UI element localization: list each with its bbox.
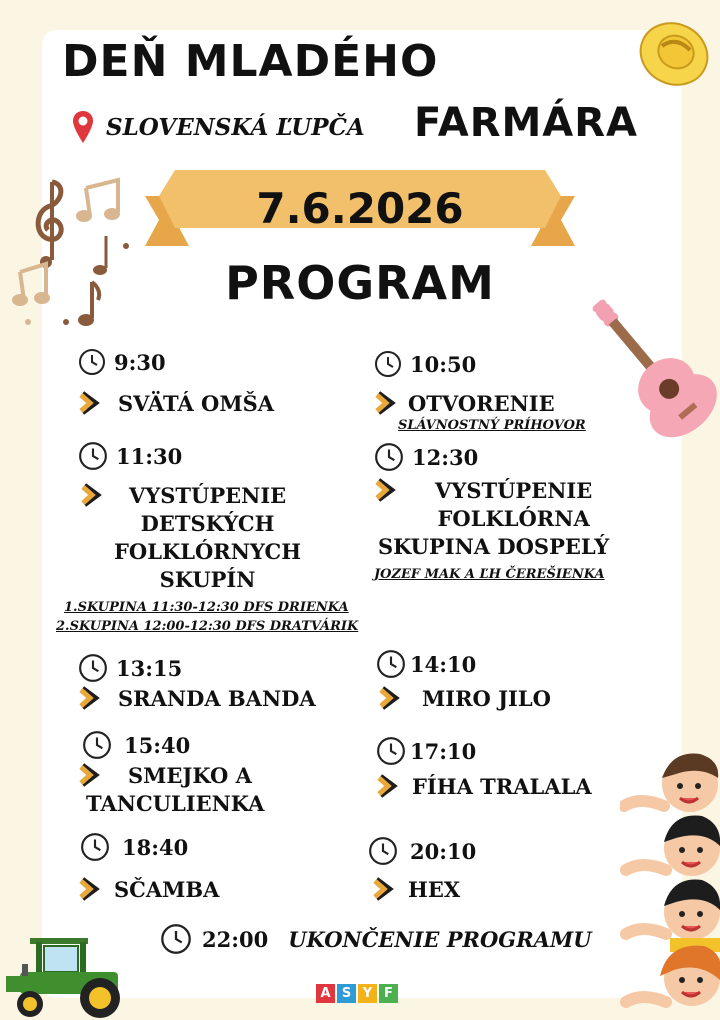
schedule-time: 15:40 <box>82 730 190 760</box>
clock-icon <box>78 441 108 471</box>
event-date: 7.6.2026 <box>256 184 464 233</box>
schedule-time: 12:30 <box>374 442 478 472</box>
program-heading: PROGRAM <box>225 256 495 310</box>
schedule-activity: VYSTÚPENIE DETSKÝCH FOLKLÓRNYCH SKUPÍN <box>80 482 301 594</box>
schedule-activity: VYSTÚPENIE FOLKLÓRNA SKUPINA DOSPELÝ <box>374 477 609 561</box>
chevron-right-icon <box>372 876 402 902</box>
chevron-right-icon <box>78 876 108 902</box>
schedule-activity: FÍHA TRALALA <box>376 773 592 801</box>
clock-icon <box>368 836 398 866</box>
clock-icon <box>376 736 406 766</box>
chevron-right-icon <box>374 390 404 416</box>
schedule-note: JOZEF MAK A ĽH ČEREŠIENKA <box>374 567 605 582</box>
logo-letter: S <box>337 984 356 1003</box>
clock-icon <box>82 730 112 760</box>
schedule-time: 10:50 <box>374 350 476 378</box>
schedule-note: 2.SKUPINA 12:00-12:30 DFS DRATVÁRIK <box>56 619 359 634</box>
schedule-note: 1.SKUPINA 11:30-12:30 DFS DRIENKA <box>64 600 349 615</box>
closing-time: 22:00 <box>202 926 269 952</box>
schedule-time: 17:10 <box>376 736 476 766</box>
schedule-activity: HEX <box>372 876 460 904</box>
clock-icon <box>374 442 404 472</box>
closing-item <box>160 923 592 955</box>
event-title-line1: DEŇ MLADÉHO <box>62 36 439 87</box>
location-text: SLOVENSKÁ ĽUPČA <box>106 113 365 141</box>
clock-icon <box>160 923 192 955</box>
clock-icon <box>374 350 402 378</box>
schedule-activity: SVÄTÁ OMŠA <box>78 390 274 418</box>
schedule-time: 18:40 <box>80 832 188 862</box>
clock-icon <box>78 653 108 683</box>
event-title-line2: FARMÁRA <box>414 100 639 146</box>
schedule-activity: OTVORENIE <box>374 390 555 418</box>
schedule-activity: MIRO JILO <box>378 685 551 713</box>
clock-icon <box>80 832 110 862</box>
schedule-activity: SČAMBA <box>78 876 219 904</box>
clock-icon <box>376 649 406 679</box>
logo-letter: F <box>379 984 398 1003</box>
closing-label: UKONČENIE PROGRAMU <box>288 926 592 952</box>
schedule-note: SLÁVNOSTNÝ PRÍHOVOR <box>398 418 586 433</box>
schedule-activity: SMEJKO A TANCULIENKA <box>78 762 264 818</box>
schedule-time: 13:15 <box>78 653 182 683</box>
schedule-time: 11:30 <box>78 441 182 471</box>
tractor-icon <box>0 932 135 1020</box>
chevron-right-icon <box>80 482 110 508</box>
schedule-time: 14:10 <box>376 649 476 679</box>
logo-letter: A <box>316 984 335 1003</box>
logo-letter: Y <box>358 984 377 1003</box>
schedule-time: 20:10 <box>368 836 476 866</box>
straw-hat-icon <box>634 6 712 96</box>
kids-icon <box>620 748 720 1020</box>
chevron-right-icon <box>78 685 108 711</box>
location-pin-icon <box>72 110 94 144</box>
clock-icon <box>78 348 106 376</box>
schedule-activity: SRANDA BANDA <box>78 685 316 713</box>
schedule-time: 9:30 <box>78 348 166 376</box>
chevron-right-icon <box>378 685 408 711</box>
chevron-right-icon <box>376 773 406 799</box>
location <box>72 110 365 144</box>
organizer-logo <box>316 984 398 1003</box>
chevron-right-icon <box>78 390 108 416</box>
